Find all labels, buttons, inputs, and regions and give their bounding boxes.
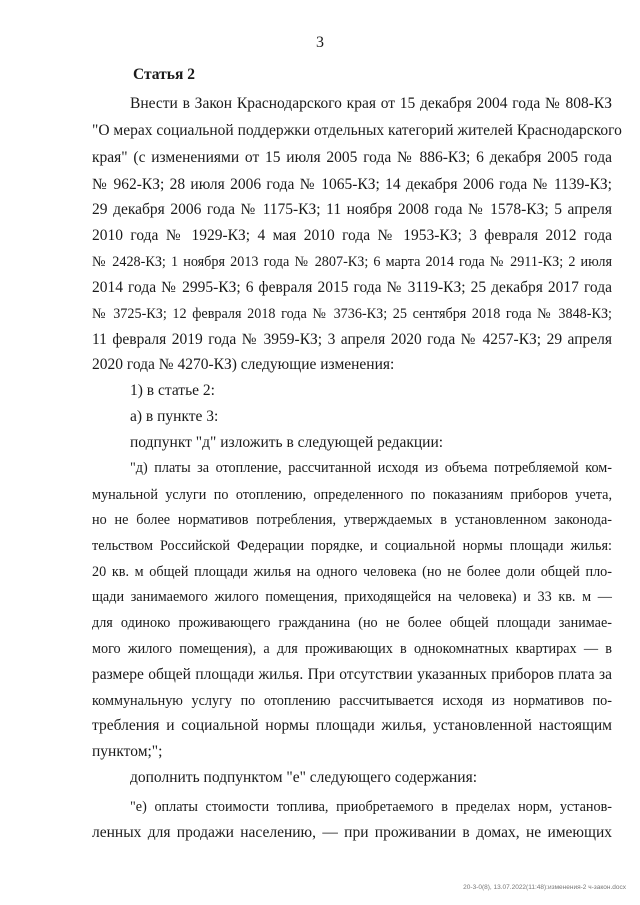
text-line: мого жилого помещения), а для проживающих в однокомнатных квартирах — в xyxy=(92,641,612,657)
text-line: 1) в статье 2: xyxy=(130,382,215,399)
text-line: размере общей площади жилья. При отсутствии указанных приборов плата за xyxy=(92,666,612,683)
text-line: 20 кв. м общей площади жилья на одного человека (но не более доли общей пло- xyxy=(92,564,612,580)
text-line: дополнить подпунктом "е" следующего содержания: xyxy=(130,769,478,786)
text-line: "е) оплаты стоимости топлива, приобретаемого в пределах норм, установ- xyxy=(130,799,612,815)
text-line: подпункт "д" изложить в следующей редакции: xyxy=(130,434,444,451)
text-line: 2020 года № 4270-КЗ) следующие изменения: xyxy=(92,356,395,373)
text-line: щади занимаемого жилого помещения, приходящейся на человека) и 33 кв. м — xyxy=(92,589,612,605)
text-line: мунальной услуги по отоплению, определенного по показаниям приборов учета, xyxy=(92,487,612,503)
text-line: 2010 года № 1929-КЗ; 4 мая 2010 года № 1953-КЗ; 3 февраля 2012 года xyxy=(92,227,612,244)
text-line: 11 февраля 2019 года № 3959-КЗ; 3 апреля 2020 года № 4257-КЗ; 29 апреля xyxy=(92,331,612,348)
text-line: края" (с изменениями от 15 июля 2005 года № 886-КЗ; 6 декабря 2005 года xyxy=(92,149,612,166)
text-line: пунктом;"; xyxy=(92,743,163,760)
text-line: № 2428-КЗ; 1 ноября 2013 года № 2807-КЗ; 6 марта 2014 года № 2911-КЗ; 2 июля xyxy=(92,254,612,270)
text-line: требления и социальной нормы площади жилья, установленной настоящим xyxy=(92,717,612,734)
page-number: 3 xyxy=(316,34,324,51)
text-line: № 962-КЗ; 28 июля 2006 года № 1065-КЗ; 14 декабря 2006 года № 1139-КЗ; xyxy=(92,176,612,193)
text-line: а) в пункте 3: xyxy=(130,408,219,425)
text-line: 2014 года № 2995-КЗ; 6 февраля 2015 года № 3119-КЗ; 25 декабря 2017 года xyxy=(92,279,612,296)
text-line: 29 декабря 2006 года № 1175-КЗ; 11 ноября 2008 года № 1578-КЗ; 5 апреля xyxy=(92,201,612,218)
text-line: для одиноко проживающего гражданина (но не более общей площади занимае- xyxy=(92,615,612,631)
article-title: Статья 2 xyxy=(133,66,195,83)
text-line: "д) платы за отопление, рассчитанной исходя из объема потребляемой ком- xyxy=(130,460,612,476)
text-line: Внести в Закон Краснодарского края от 15 декабря 2004 года № 808-КЗ xyxy=(130,95,612,112)
text-line: тельством Российской Федерации порядке, и социальной нормы площади жилья: xyxy=(92,538,612,554)
text-line: коммунальную услугу по отоплению рассчитывается исходя из нормативов по- xyxy=(92,693,612,709)
text-line: но не более нормативов потребления, утверждаемых в установленном законода- xyxy=(92,512,612,528)
text-line: ленных для продажи населению, — при проживании в домах, не имеющих xyxy=(92,824,612,841)
text-line: № 3725-КЗ; 12 февраля 2018 года № 3736-КЗ; 25 сентября 2018 года № 3848-КЗ; xyxy=(92,306,612,322)
text-line: "О мерах социальной поддержки отдельных категорий жителей Краснодарского xyxy=(92,122,622,139)
file-footer: 20-3-0(8), 13.07.2022(11:48):изменения-2 ч-закон.docx xyxy=(463,884,626,891)
